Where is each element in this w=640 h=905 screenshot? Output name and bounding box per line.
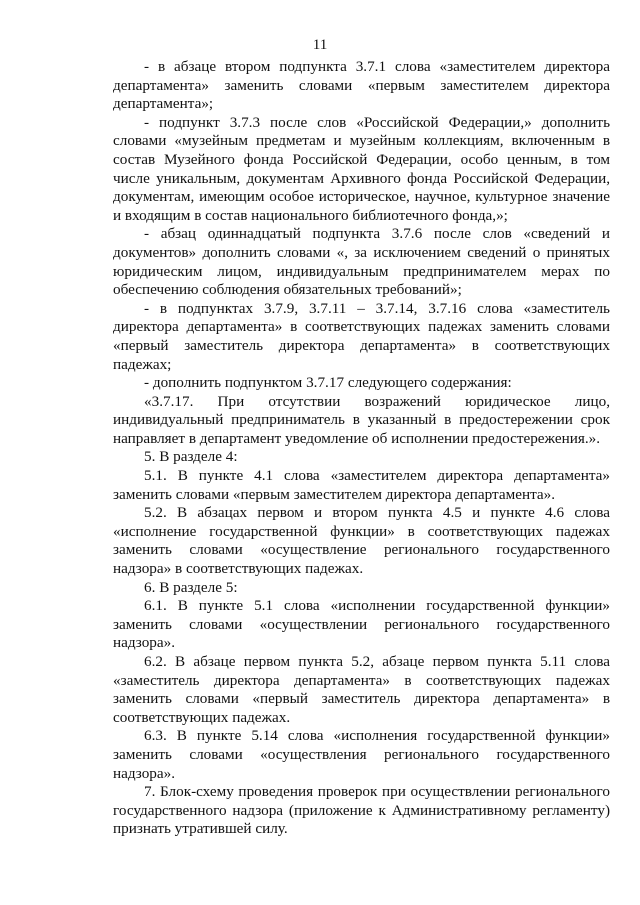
- paragraph-6: «3.7.17. При отсутствии возражений юридическое лицо, индивидуальный предприниматель в указанный в предостережении срок направляет в департамент уведомление об исполнении предостережения.».: [113, 392, 610, 447]
- paragraph-4: - в подпунктах 3.7.9, 3.7.11 – 3.7.14, 3.7.16 слова «заместитель директора департамента» в соответствующих падежах заменить словами «первый заместитель директора департамента» в соответствующих падежах;: [113, 299, 610, 373]
- page-number: 11: [312, 36, 328, 53]
- paragraph-2: - подпункт 3.7.3 после слов «Российской Федерации,» дополнить словами «музейным предметам и музейным коллекциям, включенным в состав Музейного фонда Российской Федерации, особо ценным, в том числе уникальным, документам Архивного фонда Российской Федерации, документам, имеющим особое историческое, научное, культурное значение и входящим в состав национального библиотечного фонда,»;: [113, 113, 610, 224]
- paragraph-1: - в абзаце втором подпункта 3.7.1 слова «заместителем директора департамента» заменить словами «первым заместителем директора департамента»;: [113, 58, 610, 113]
- document-body: [113, 58, 610, 839]
- paragraph-3: - абзац одиннадцатый подпункта 3.7.6 после слов «сведений и документов» дополнить словами «, за исключением сведений о принятых юридическим лицом, индивидуальным предпринимателем мерах по обеспечению соблюдения обязательных требований»;: [113, 225, 610, 299]
- paragraph-8: 5.1. В пункте 4.1 слова «заместителем директора департамента» заменить словами «первым заместителем директора департамента».: [113, 467, 610, 503]
- paragraph-13: 6.3. В пункте 5.14 слова «исполнения государственной функции» заменить словами «осуществления регионального государственного надзора».: [113, 727, 610, 782]
- paragraph-9: 5.2. В абзацах первом и втором пункта 4.5 и пункте 4.6 слова «исполнение государственной функции» в соответствующих падежах заменить словами «осуществление регионального государственного надзора» в соответствующих падежах.: [113, 504, 610, 578]
- paragraph-10: 6. В разделе 5:: [144, 578, 238, 596]
- paragraph-14: 7. Блок-схему проведения проверок при осуществлении регионального государственного надзора (приложение к Административному регламенту) признать утратившей силу.: [113, 783, 610, 838]
- paragraph-12: 6.2. В абзаце первом пункта 5.2, абзаце первом пункта 5.11 слова «заместитель директора департамента» в соответствующих падежах заменить словами «первый заместитель директора департамента» в соответствующих падежах.: [113, 653, 610, 726]
- paragraph-5: - дополнить подпунктом 3.7.17 следующего содержания:: [144, 374, 512, 392]
- paragraph-7: 5. В разделе 4:: [144, 448, 238, 466]
- paragraph-11: 6.1. В пункте 5.1 слова «исполнении государственной функции» заменить словами «осуществлении регионального государственного надзора».: [113, 597, 610, 652]
